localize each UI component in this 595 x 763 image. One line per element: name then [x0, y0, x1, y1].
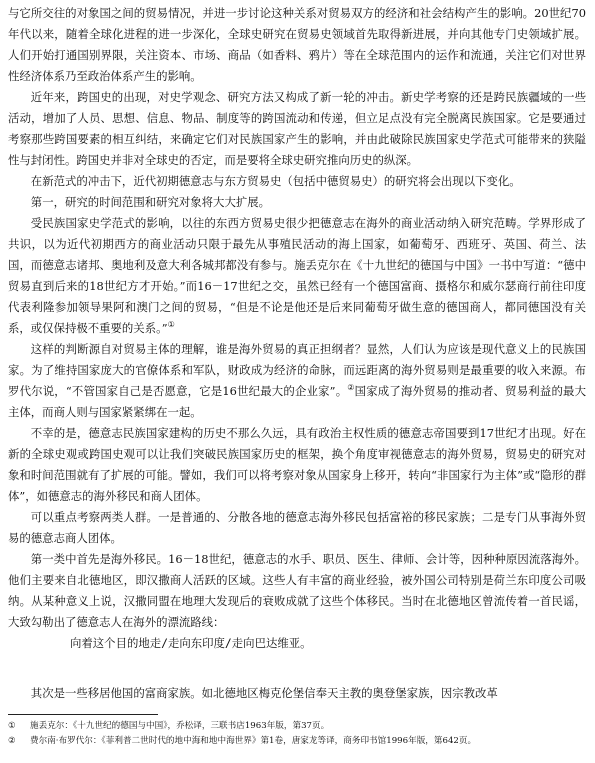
footnote-ref-2[interactable]: ② — [347, 383, 355, 393]
footnote-marker: ① — [8, 721, 16, 731]
footnote-ref-1[interactable]: ① — [167, 320, 175, 330]
footnote-text: 费尔南·布罗代尔：《菲利普二世时代的地中海和地中海世界》第1卷，唐家龙等译，商务印书馆1996年版，第642页。 — [30, 736, 477, 746]
folk-song: 向着这个目的地走/走向东印度/走向巴达维亚。 — [70, 636, 312, 650]
paragraph-6-text: 这样的判断源自对贸易主体的理解，谁是海外贸易的真正担纲者？显然，人们认为应该是现代意义上的民族国家。为了维持国家庞大的官僚体系和军队，财政成为经济的命脉，而远距离的海外贸易则是最重要的收入来源。布罗代尔说，“不管国家自己是否愿意，它是16世纪最大的企业家”。 — [8, 342, 586, 398]
paragraph-10: 其次是一些移居他国的富商家族。如北德地区梅克伦堡信奉天主教的奥登堡家族，因宗教改革 — [30, 686, 498, 700]
paragraph-6-tail: 国家成了海外贸易的推动者、贸易利益的最大主体，而商人则与国家紧紧绑在一起。 — [8, 384, 586, 419]
footnote-divider — [8, 714, 158, 715]
paragraph-5 — [8, 213, 586, 339]
footnote-text: 施丢克尔：《十九世纪的德国与中国》，乔松译，三联书店1963年版，第37页。 — [30, 721, 330, 731]
paragraph-2: 近年来，跨国史的出现，对史学观念、研究方法又构成了新一轮的冲击。新史学考察的还是跨民族疆域的一些活动，增加了人员、思想、信息、物品、制度等的跨国流动和传递，但立足点没有完全脱离民族国家。它是要通过考察那些跨国要素的相互纠结，来确定它们对民族国家产生的影响，并由此破除民族国家史学范式可能带来的狭隘性与封闭性。跨国史并非对全球史的否定，而是要将全球史研究推向历史的纵深。 — [8, 90, 586, 167]
footnote-1 — [8, 719, 588, 734]
paragraph-7: 不幸的是，德意志民族国家建构的历史不那么久远，具有政治主权性质的德意志帝国要到17世纪才出现。好在新的全球史观或跨国史观可以让我们突破民族国家历史的框架，换个角度审视德意志的海外贸易，贸易史的研究对象和时间范围就有了扩展的可能。譬如，我们可以将考察对象从国家身上移开，转向“非国家行为主体”或“隐形的群体”，如德意志的海外移民和商人团体。 — [8, 426, 586, 503]
footnote-marker: ② — [8, 736, 16, 746]
paragraph-9: 第一类中首先是海外移民。16－18世纪，德意志的水手、职员、医生、律师、会计等，因种种原因流落海外。他们主要来自北德地区，即汉撒商人活跃的区域。这些人有丰富的商业经验，被外国公司特别是荷兰东印度公司吸纳。从某种意义上说，汉撒同盟在地理大发现后的衰败成就了这些个体移民。当时在北德地区曾流传着一首民谣，大致勾勒出了德意志人在海外的漂流路线： — [8, 552, 586, 629]
footnote-2 — [8, 734, 588, 749]
paragraph-8: 可以重点考察两类人群。一是普通的、分散各地的德意志海外移民包括富裕的移民家族；二是专门从事海外贸易的德意志商人团体。 — [8, 510, 586, 545]
body-text — [8, 3, 586, 633]
paragraph-1: 与它所交往的对象国之间的贸易情况，并进一步讨论这种关系对贸易双方的经济和社会结构产生的影响。20世纪70年代以来，随着全球化进程的进一步深化，全球史研究在贸易史领域首先取得新进展，并向其他专门史领域扩展。人们开始打通国别界限，关注资本、市场、商品（如香料、鸦片）等在全球范围内的运作和流通，关注它们对世界性经济体系乃至政治体系产生的影响。 — [8, 6, 586, 83]
footnotes — [8, 719, 588, 749]
paragraph-3: 在新范式的冲击下，近代初期德意志与东方贸易史（包括中德贸易史）的研究将会出现以下变化。 — [30, 174, 521, 188]
paragraph-4: 第一，研究的时间范围和研究对象将大大扩展。 — [30, 195, 271, 209]
paragraph-5-text: 受民族国家史学范式的影响，以往的东西方贸易史很少把德意志在海外的商业活动纳入研究范畴。学界形成了共识，以为近代初期西方的商业活动只限于最先从事殖民活动的海上国家，如葡萄牙、西班牙、英国、荷兰、法国，而德意志诸邦、奥地利及意大利各城邦都没有参与。施丢克尔在《十九世纪的德国与中国》一书中写道：“德中贸易直到后来的18世纪方才开始。”而16－17世纪之交，虽然已经有一个德国富商、摄格尔和威尔瑟商行前往印度代表利隆参加领导果阿和澳门之间的贸易，“但是不论是他还是后来同葡萄牙做生意的德国商人，都同德国没有关系，或仅保持极不重要的关系。” — [8, 216, 586, 335]
paragraph-6 — [8, 339, 586, 423]
